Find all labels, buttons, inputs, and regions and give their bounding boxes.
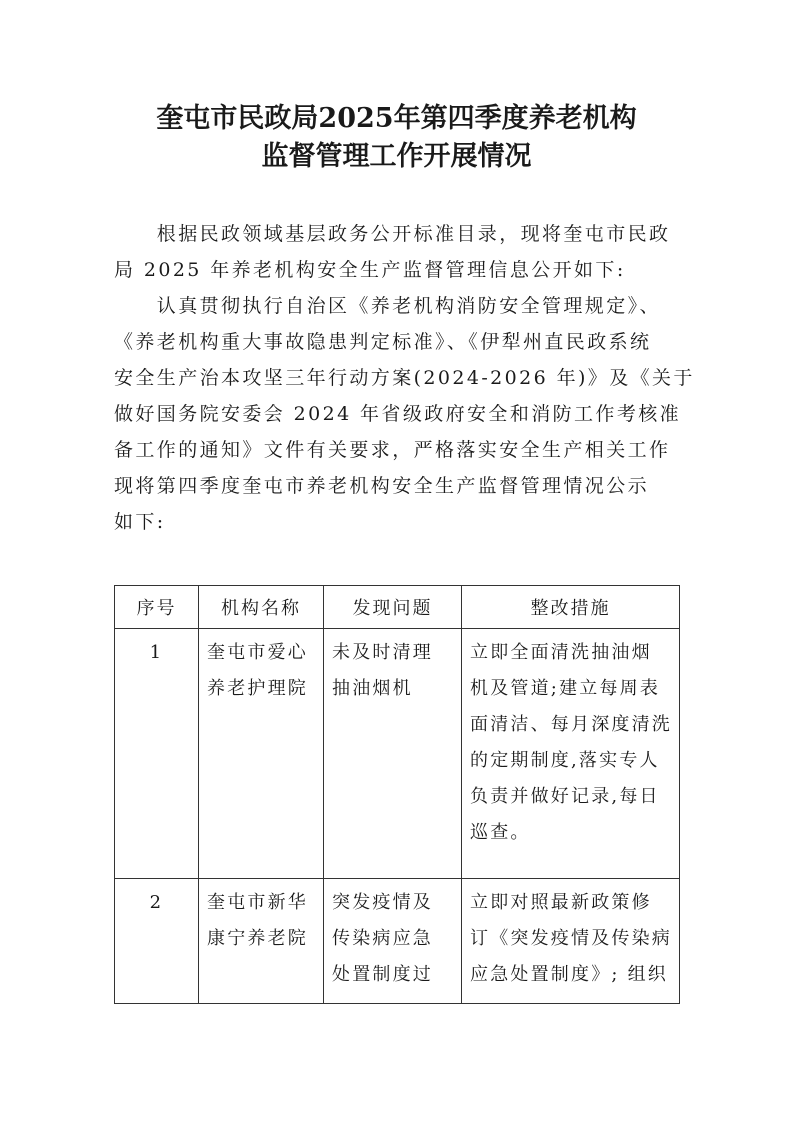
text-line: 康宁养老院 bbox=[207, 928, 308, 949]
text-line: 突发疫情及 bbox=[332, 892, 433, 913]
text-line: 立即全面清洗抽油烟 bbox=[470, 642, 652, 663]
text-line: 养老护理院 bbox=[207, 678, 308, 699]
header-issue-found: 发现问题 bbox=[324, 586, 462, 629]
cell-measures bbox=[462, 879, 680, 1004]
paragraph-line: 安全生产治本攻坚三年行动方案(2024-2026 年)》及《关于 bbox=[114, 367, 695, 389]
header-institution-name: 机构名称 bbox=[199, 586, 324, 629]
document-title-line-2: 监督管理工作开展情况 bbox=[261, 141, 532, 172]
cell-index: 2 bbox=[115, 879, 199, 1004]
text-line: 订《突发疫情及传染病 bbox=[470, 928, 672, 949]
paragraph-line: 备工作的通知》文件有关要求，严格落实安全生产相关工作 bbox=[114, 439, 671, 461]
text-line: 面清洁、每月深度清洗 bbox=[470, 714, 672, 735]
paragraph-line: 如下: bbox=[114, 511, 166, 533]
text-line: 负责并做好记录,每日 bbox=[470, 786, 660, 807]
text-line: 立即对照最新政策修 bbox=[470, 892, 652, 913]
document-title-line-1: 奎屯市民政局2025年第四季度养老机构 bbox=[156, 103, 637, 134]
text-line: 的定期制度,落实专人 bbox=[470, 750, 660, 771]
text-line: 抽油烟机 bbox=[332, 678, 413, 699]
text-line: 未及时清理 bbox=[332, 642, 433, 663]
cell-issue bbox=[324, 629, 462, 879]
paragraph-line: 做好国务院安委会 2024 年省级政府安全和消防工作考核准 bbox=[114, 403, 682, 425]
paragraph-line: 局 2025 年养老机构安全生产监督管理信息公开如下: bbox=[114, 259, 626, 281]
supervision-table bbox=[114, 585, 680, 1004]
table-row bbox=[115, 629, 680, 879]
paragraph-line: 《养老机构重大事故隐患判定标准》、《伊犁州直民政系统 bbox=[114, 331, 652, 353]
cell-institution-name bbox=[199, 629, 324, 879]
text-line: 奎屯市新华 bbox=[207, 892, 308, 913]
text-line: 传染病应急 bbox=[332, 928, 433, 949]
text-line: 奎屯市爱心 bbox=[207, 642, 308, 663]
text-line: 应急处置制度》; 组织 bbox=[470, 964, 668, 985]
header-rectification-measures: 整改措施 bbox=[462, 586, 680, 629]
table-header-row bbox=[115, 586, 680, 629]
text-line: 机及管道;建立每周表 bbox=[470, 678, 661, 699]
cell-institution-name bbox=[199, 879, 324, 1004]
cell-issue bbox=[324, 879, 462, 1004]
cell-index: 1 bbox=[115, 629, 199, 879]
paragraph-line: 根据民政领域基层政务公开标准目录，现将奎屯市民政 bbox=[114, 223, 671, 245]
table-row bbox=[115, 879, 680, 1004]
paragraph-line: 认真贯彻执行自治区《养老机构消防安全管理规定》、 bbox=[114, 295, 661, 317]
header-index: 序号 bbox=[115, 586, 199, 629]
cell-measures bbox=[462, 629, 680, 879]
text-line: 处置制度过 bbox=[332, 964, 433, 985]
text-line: 巡查。 bbox=[470, 822, 531, 843]
paragraph-line: 现将第四季度奎屯市养老机构安全生产监督管理情况公示 bbox=[114, 475, 650, 497]
